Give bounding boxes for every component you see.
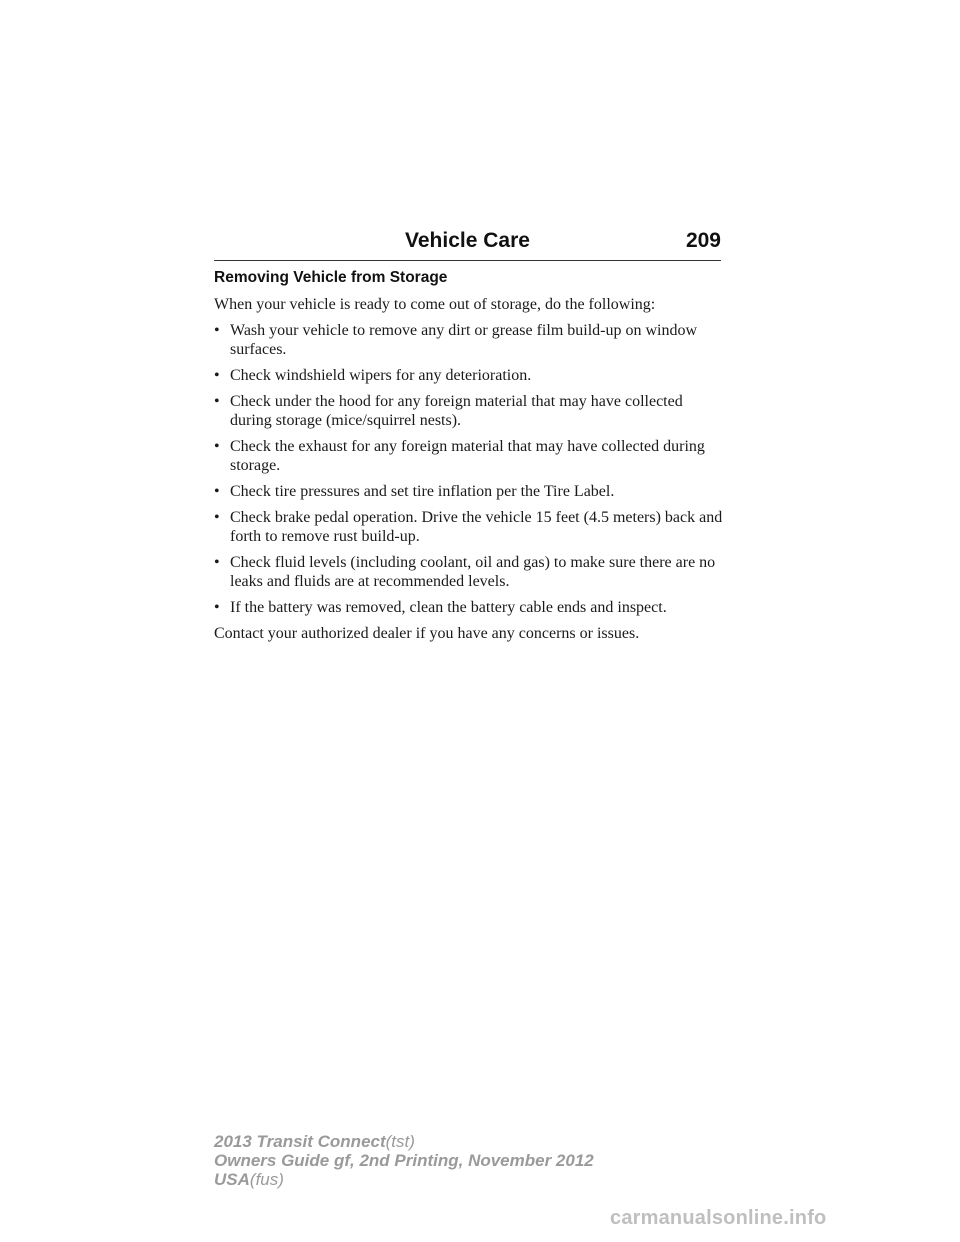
footer-line-1 [214,1132,594,1151]
list-item [214,366,724,385]
list-item [214,508,724,546]
bullet-icon: • [214,599,220,616]
section-heading: Removing Vehicle from Storage [214,269,448,286]
list-item-text: Wash your vehicle to remove any dirt or grease film build-up on window surfaces. [230,322,698,358]
list-item [214,598,724,617]
list-item-text: Check tire pressures and set tire inflation per the Tire Label. [230,483,615,500]
list-item-text: Check the exhaust for any foreign material that may have collected during storage. [230,438,705,474]
list-item [214,392,724,430]
footer-model-code: (tst) [385,1132,415,1151]
footer-market: USA [214,1170,250,1189]
footer-model: 2013 Transit Connect [214,1132,386,1151]
list-item-text: Check under the hood for any foreign material that may have collected during storage (mice/squirrel nests). [230,393,683,429]
page-header [214,226,721,261]
page-number: 209 [685,229,721,252]
bullet-icon: • [214,438,220,455]
list-item [214,482,724,501]
bullet-icon: • [214,367,220,384]
page-title: Vehicle Care [405,229,530,252]
list-item-text: If the battery was removed, clean the battery cable ends and inspect. [230,599,667,616]
list-item-text: Check fluid levels (including coolant, oil and gas) to make sure there are no leaks and fluids are at recommended levels. [230,554,716,590]
bullet-icon: • [214,393,220,410]
bullet-icon: • [214,509,220,526]
footer-market-code: (fus) [249,1170,284,1189]
page-footer [214,1132,594,1189]
closing-paragraph: Contact your authorized dealer if you have any concerns or issues. [214,625,640,642]
page-content [214,268,724,643]
intro-paragraph: When your vehicle is ready to come out of storage, do the following: [214,296,656,313]
bullet-icon: • [214,483,220,500]
site-watermark: carmanualsonline.info [610,1207,827,1229]
list-item-text: Check brake pedal operation. Drive the vehicle 15 feet (4.5 meters) back and forth to remove rust build-up. [230,509,723,545]
list-item [214,437,724,475]
list-item-text: Check windshield wipers for any deterioration. [230,367,532,384]
footer-line-2: Owners Guide gf, 2nd Printing, November 2012 [214,1151,594,1170]
storage-checklist [214,321,724,617]
bullet-icon: • [214,554,220,571]
footer-line-3 [214,1170,594,1189]
list-item [214,553,724,591]
list-item [214,321,724,359]
bullet-icon: • [214,322,220,339]
